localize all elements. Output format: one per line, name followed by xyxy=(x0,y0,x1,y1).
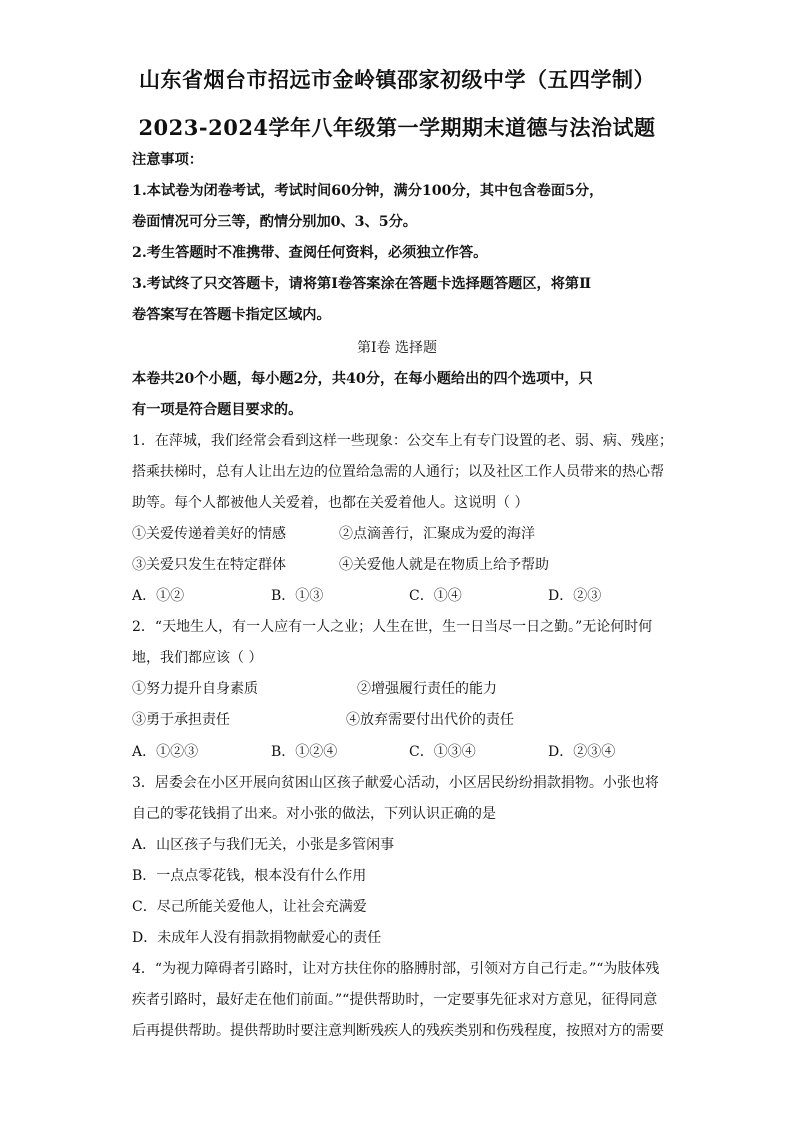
question-2-choice-b[interactable]: B．①②④ xyxy=(271,744,338,760)
exam-title-line1: 山东省烟台市招远市金岭镇邵家初级中学（五四学制） xyxy=(139,67,655,92)
question-3-stem: 3．居委会在小区开展向贫困山区孩子献爱心活动，小区居民纷纷捐款捐物。小张也将 xyxy=(132,775,659,791)
notice-line: 卷面情况可分三等，酌情分别加0、3、5分。 xyxy=(132,214,417,230)
exam-title-line2: 2023-2024学年八年级第一学期期末道德与法治试题 xyxy=(138,115,656,140)
notice-line: 3.考试终了只交答题卡，请将第Ⅰ卷答案涂在答题卡选择题答题区，将第Ⅱ xyxy=(132,276,592,292)
question-1-choice-d[interactable]: D．②③ xyxy=(548,588,602,604)
section-description: 本卷共20个小题，每小题2分，共40分，在每小题给出的四个选项中，只 xyxy=(132,371,593,387)
question-3-choice-a[interactable]: A．山区孩子与我们无关，小张是多管闲事 xyxy=(132,837,395,853)
question-1-statement: ③关爱只发生在特定群体 xyxy=(132,557,286,573)
question-1-choice-b[interactable]: B．①③ xyxy=(271,588,324,604)
question-1-stem: 助等。每个人都被他人关爱着，也都在关爱着他人。这说明（ ） xyxy=(132,495,529,511)
question-2-statement: ③勇于承担责任 xyxy=(132,712,230,728)
question-2-statement: ②增强履行责任的能力 xyxy=(357,681,497,697)
question-1-stem: 1．在萍城，我们经常会看到这样一些现象：公交车上有专门设置的老、弱、病、残座； xyxy=(132,433,673,449)
question-2-choice-d[interactable]: D．②③④ xyxy=(548,744,616,760)
question-4-stem: 疾者引路时，最好走在他们前面。”“提供帮助时，一定要事先征求对方意见，征得同意 xyxy=(132,992,658,1008)
question-2-stem: 地，我们都应该（ ） xyxy=(132,650,263,666)
notice-line: 2.考生答题时不准携带、查阅任何资料，必须独立作答。 xyxy=(132,245,488,261)
section-description: 有一项是符合题目要求的。 xyxy=(132,402,303,418)
question-1-statement: ①关爱传递着美好的情感 xyxy=(132,526,286,542)
question-1-choice-a[interactable]: A．①② xyxy=(132,588,185,604)
question-4-stem: 4．“为视力障碍者引路时，让对方扶住你的胳膊肘部，引领对方自己行走。”“为肢体残 xyxy=(132,961,660,977)
notice-heading: 注意事项： xyxy=(132,152,203,168)
question-3-choice-c[interactable]: C．尽己所能关爱他人，让社会充满爱 xyxy=(132,899,367,915)
question-1-choice-c[interactable]: C．①④ xyxy=(409,588,462,604)
question-4-stem: 后再提供帮助。提供帮助时要注意判断残疾人的残疾类别和伤残程度，按照对方的需要 xyxy=(132,1023,664,1039)
question-2-statement: ①努力提升自身素质 xyxy=(132,681,258,697)
question-2-choice-a[interactable]: A．①②③ xyxy=(132,744,199,760)
question-1-stem: 搭乘扶梯时，总有人让出左边的位置给急需的人通行；以及社区工作人员带来的热心帮 xyxy=(132,464,664,480)
question-3-stem: 自己的零花钱捐了出来。对小张的做法，下列认识正确的是 xyxy=(132,806,496,822)
question-3-choice-b[interactable]: B．一点点零花钱，根本没有什么作用 xyxy=(132,868,367,884)
question-2-choice-c[interactable]: C．①③④ xyxy=(409,744,476,760)
question-1-statement: ②点滴善行，汇聚成为爱的海洋 xyxy=(339,526,535,542)
question-2-statement: ④放弃需要付出代价的责任 xyxy=(346,712,514,728)
notice-line: 1.本试卷为闭卷考试，考试时间60分钟，满分100分，其中包含卷面5分， xyxy=(132,183,604,199)
section-title: 第Ⅰ卷 选择题 xyxy=(357,340,437,356)
question-3-choice-d[interactable]: D．未成年人没有捐款捐物献爱心的责任 xyxy=(132,930,382,946)
notice-line: 卷答案写在答题卡指定区域内。 xyxy=(132,307,331,323)
question-1-statement: ④关爱他人就是在物质上给予帮助 xyxy=(339,557,549,573)
question-2-stem: 2．“天地生人，有一人应有一人之业；人生在世，生一日当尽一日之勤。”无论何时何 xyxy=(132,619,653,635)
